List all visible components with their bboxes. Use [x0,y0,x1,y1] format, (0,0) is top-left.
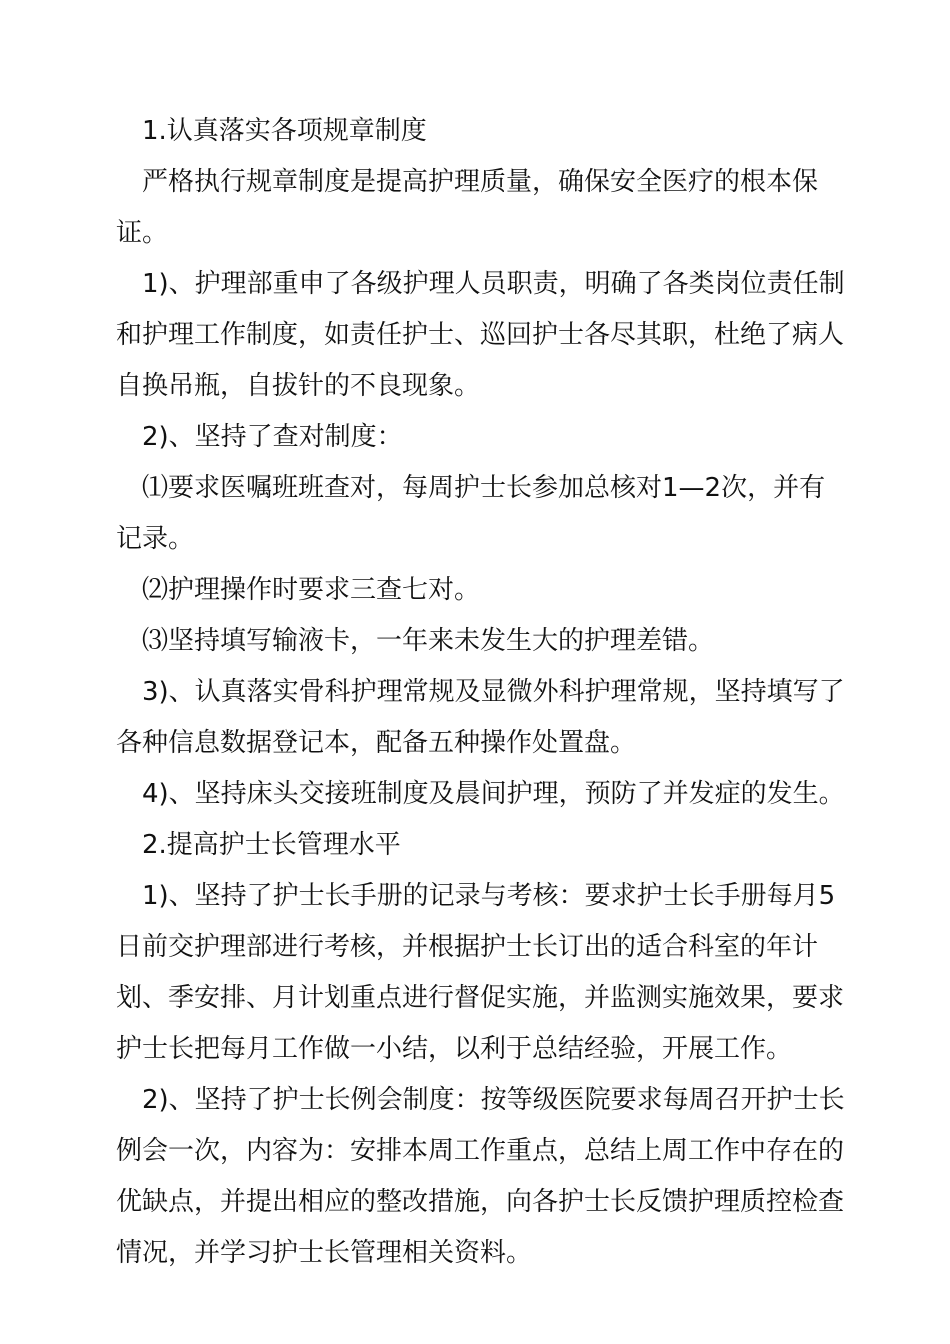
document-body [116,106,846,1279]
paragraph-manager-item-2: 2)、坚持了护士长例会制度：按等级医院要求每周召开护士长例会一次，内容为：安排本周工作重点，总结上周工作中存在的优缺点，并提出相应的整改措施，向各护士长反馈护理质控检查情况，并学习护士长管理相关资料。 [116,1085,845,1268]
paragraph-intro: 严格执行规章制度是提高护理质量，确保安全医疗的根本保证。 [116,167,819,248]
paragraph-item-1: 1)、护理部重申了各级护理人员职责，明确了各类岗位责任制和护理工作制度，如责任护士、巡回护士各尽其职，杜绝了病人自换吊瓶，自拔针的不良现象。 [116,269,845,401]
paragraph-item-2: 2)、坚持了查对制度： [142,422,403,452]
section-heading-2: 2.提高护士长管理水平 [142,830,401,860]
section-heading-1: 1.认真落实各项规章制度 [142,116,427,146]
paragraph-item-3: 3)、认真落实骨科护理常规及显微外科护理常规，坚持填写了各种信息数据登记本，配备五种操作处置盘。 [116,677,845,758]
paragraph-manager-item-1: 1)、坚持了护士长手册的记录与考核：要求护士长手册每月5日前交护理部进行考核，并根据护士长订出的适合科室的年计划、季安排、月计划重点进行督促实施，并监测实施效果，要求护士长把每月工作做一小结，以利于总结经验，开展工作。 [116,881,845,1064]
paragraph-subitem-3: ⑶坚持填写输液卡，一年来未发生大的护理差错。 [142,626,715,656]
paragraph-subitem-2: ⑵护理操作时要求三查七对。 [142,575,481,605]
paragraph-subitem-1: ⑴要求医嘱班班查对，每周护士长参加总核对1—2次，并有记录。 [116,473,826,554]
paragraph-item-4: 4)、坚持床头交接班制度及晨间护理，预防了并发症的发生。 [142,779,845,809]
